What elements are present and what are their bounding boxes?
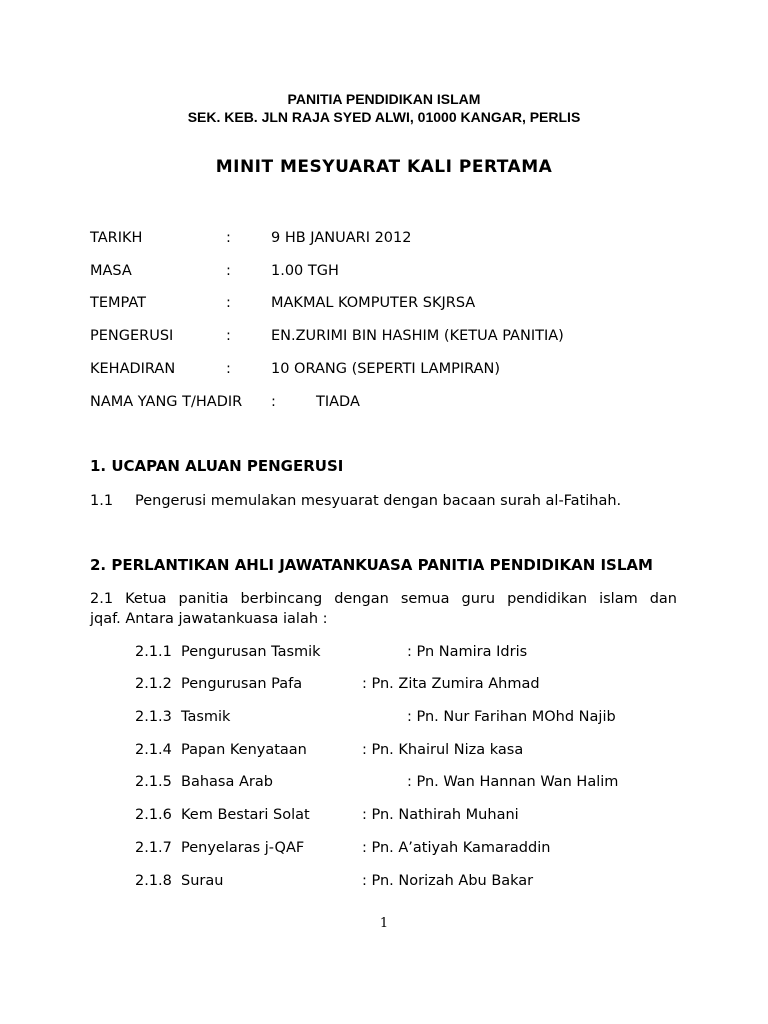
- detail-label-masa: MASA: [90, 263, 132, 279]
- committee-item-role: Papan Kenyataan: [181, 742, 307, 758]
- detail-label-kehadiran: KEHADIRAN: [90, 361, 176, 377]
- header-organization: PANITIA PENDIDIKAN ISLAM: [287, 91, 481, 107]
- section-heading-2: 2. PERLANTIKAN AHLI JAWATANKUASA PANITIA PENDIDIKAN ISLAM: [90, 556, 653, 574]
- detail-value-tarikh: 9 HB JANUARI 2012: [271, 230, 412, 246]
- committee-item-role: Surau: [181, 873, 224, 889]
- committee-item-number: 2.1.3: [135, 709, 172, 725]
- committee-item-person: : Pn. Nur Farihan MOhd Najib: [407, 709, 616, 725]
- section-heading-1: 1. UCAPAN ALUAN PENGERUSI: [90, 457, 344, 475]
- detail-value-pengerusi: EN.ZURIMI BIN HASHIM (KETUA PANITIA): [271, 328, 564, 344]
- detail-value-absent: TIADA: [316, 394, 360, 410]
- committee-item-role: Kem Bestari Solat: [181, 807, 310, 823]
- detail-label-tempat: TEMPAT: [90, 295, 146, 311]
- detail-separator: :: [226, 361, 231, 377]
- detail-separator: :: [226, 230, 231, 246]
- committee-item-role: Pengurusan Pafa: [181, 676, 303, 692]
- committee-item-number: 2.1.5: [135, 774, 172, 790]
- committee-item-number: 2.1.7: [135, 840, 172, 856]
- detail-value-kehadiran: 10 ORANG (SEPERTI LAMPIRAN): [271, 361, 501, 377]
- committee-item-person: : Pn Namira Idris: [407, 644, 528, 660]
- committee-item-number: 2.1.6: [135, 807, 172, 823]
- section-paragraph-line: 2.1 Ketua panitia berbincang dengan semua guru pendidikan islam dan: [90, 591, 677, 607]
- detail-label-pengerusi: PENGERUSI: [90, 328, 174, 344]
- header-school-address: SEK. KEB. JLN RAJA SYED ALWI, 01000 KANGAR, PERLIS: [187, 109, 581, 125]
- detail-value-tempat: MAKMAL KOMPUTER SKJRSA: [271, 295, 476, 311]
- detail-separator: :: [226, 328, 231, 344]
- detail-label-tarikh: TARIKH: [90, 230, 143, 246]
- committee-item-person: : Pn. Nathirah Muhani: [362, 807, 519, 823]
- page-number: 1: [379, 916, 389, 931]
- committee-item-person: : Pn. Wan Hannan Wan Halim: [407, 774, 619, 790]
- detail-label-absent: NAMA YANG T/HADIR: [90, 394, 243, 410]
- committee-item-person: : Pn. A’atiyah Kamaraddin: [362, 840, 551, 856]
- committee-item-role: Penyelaras j-QAF: [181, 840, 305, 856]
- committee-item-person: : Pn. Khairul Niza kasa: [362, 742, 524, 758]
- document-title: MINIT MESYUARAT KALI PERTAMA: [215, 157, 553, 177]
- section-paragraph-line: jqaf. Antara jawatankuasa ialah :: [90, 611, 328, 627]
- detail-separator: :: [271, 394, 276, 410]
- detail-separator: :: [226, 263, 231, 279]
- section-item-number: 1.1: [90, 493, 114, 509]
- committee-item-role: Bahasa Arab: [181, 774, 273, 790]
- committee-item-person: : Pn. Zita Zumira Ahmad: [362, 676, 540, 692]
- section-item-text: Pengerusi memulakan mesyuarat dengan bacaan surah al-Fatihah.: [135, 493, 622, 509]
- committee-item-number: 2.1.1: [135, 644, 172, 660]
- committee-item-person: : Pn. Norizah Abu Bakar: [362, 873, 534, 889]
- detail-separator: :: [226, 295, 231, 311]
- committee-item-role: Tasmik: [181, 709, 231, 725]
- committee-item-role: Pengurusan Tasmik: [181, 644, 321, 660]
- committee-item-number: 2.1.2: [135, 676, 172, 692]
- committee-item-number: 2.1.4: [135, 742, 172, 758]
- committee-item-number: 2.1.8: [135, 873, 172, 889]
- detail-value-masa: 1.00 TGH: [271, 263, 339, 279]
